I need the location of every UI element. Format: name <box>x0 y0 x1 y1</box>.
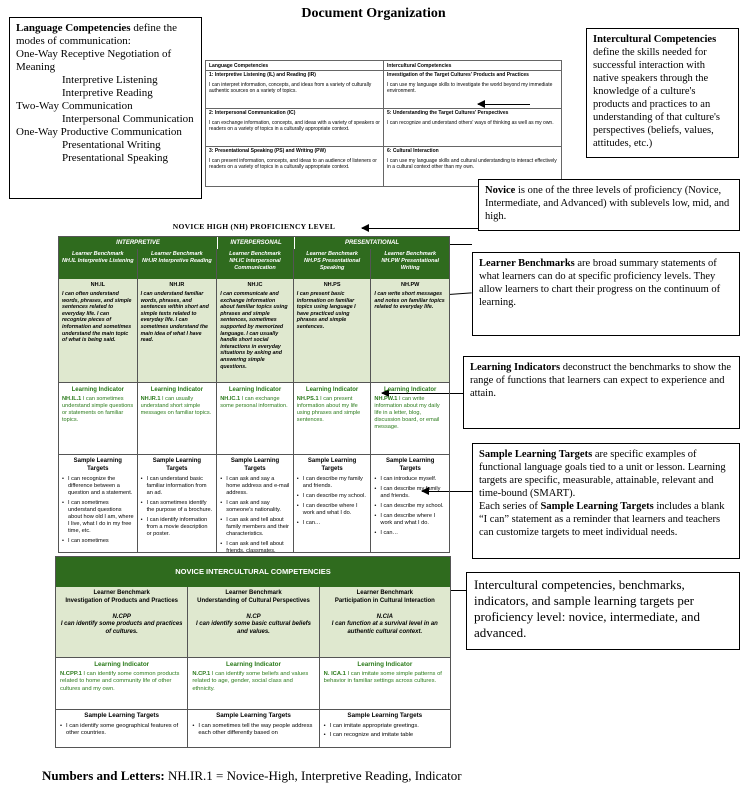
thumb-row-heading: 2: Interpersonal Communication (IC) <box>209 110 296 116</box>
benchmark-subtitle: NH.IL Interpretive Listening <box>61 258 134 264</box>
thumb-row <box>384 109 561 147</box>
callout-definition: is one of the three levels of proficiency (Novice, Intermediate, and Advanced) with sublevels low, mid, and high. <box>485 185 730 222</box>
benchmark-label: Learner Benchmark <box>93 590 150 596</box>
target-item: • I can ask and say a home address and e-mail address. <box>220 476 290 497</box>
benchmark-header <box>371 249 449 279</box>
target-item: • I can ask and say someone's nationality. <box>220 500 290 514</box>
benchmark-label: Learner Benchmark <box>229 251 281 257</box>
indicator-code: NH.IR.1 <box>140 396 163 402</box>
benchmark-code: N.CP <box>246 614 261 620</box>
callout-term: Novice <box>485 185 516 196</box>
mode-presentational: PRESENTATIONAL <box>344 240 400 246</box>
benchmark-body <box>371 279 449 382</box>
indicator-text <box>297 396 368 424</box>
indicator-text <box>324 671 446 686</box>
callout-definition: deconstruct the benchmarks to show the range of functions that learners can expect to experience and attain. <box>470 362 732 399</box>
callout-term: Sample Learning Targets <box>479 449 593 460</box>
numbers-letters-note <box>42 768 462 784</box>
benchmark-subtitle: NH.IC Interpersonal Communication <box>229 258 281 271</box>
benchmark-code: NH.PW <box>401 282 420 288</box>
benchmark-subtitle: Understanding of Cultural Perspectives <box>197 597 310 604</box>
benchmark-body <box>294 279 371 382</box>
benchmark-text: I can identify some basic cultural beliefs and values. <box>195 621 312 635</box>
indicator-label: Learning Indicator <box>305 387 359 393</box>
indicator-statement: I can usually understand short simple messages on familiar topics. <box>140 396 212 416</box>
benchmark-code: NH.PS <box>323 282 341 288</box>
targets-list <box>297 476 368 527</box>
callout-text: includes a blank “I can” statement as a reminder that learners and teachers can customize targets to meet individual needs. <box>479 501 725 538</box>
target-item: • I can ask and tell about friends, classmates, <box>220 541 290 553</box>
benchmark-code: NH.IR <box>169 282 185 288</box>
target-item: • I can recognize the difference between a question and a statement. <box>62 476 134 497</box>
thumb-row-heading: 5: Understanding the Target Cultures' Perspectives <box>387 110 509 116</box>
lang-text: Presentational Speaking <box>62 152 169 164</box>
mode-header-row <box>59 237 449 249</box>
targets-label: Sample Learning Targets <box>216 712 291 719</box>
indicator-cell <box>59 383 138 454</box>
page-title: Document Organization <box>301 6 446 21</box>
target-item: • I can… <box>297 520 368 527</box>
mode-interpretive: INTERPRETIVE <box>59 237 218 249</box>
thumb-row-heading: Investigation of the Target Cultures' Products and Practices <box>387 72 529 78</box>
indicator-label: Learning Indicator <box>94 661 150 668</box>
benchmark-text: I can function at a survival level in an authentic cultural context. <box>331 621 438 635</box>
note-text: NH.IR.1 = Novice-High, Interpretive Reading, Indicator <box>164 768 462 783</box>
lang-text: Interpersonal Communication <box>62 113 194 125</box>
indicator-cell <box>188 658 319 709</box>
benchmark-row <box>56 587 450 657</box>
arrow-icon <box>478 104 530 105</box>
target-item: • I can identify information from a movie description or poster. <box>141 517 214 538</box>
indicator-text <box>192 671 314 693</box>
lang-line <box>16 126 195 139</box>
nh-heading: NOVICE HIGH (NH) PROFICIENCY LEVEL <box>172 222 336 231</box>
benchmark-label: Learner Benchmark <box>71 251 124 257</box>
target-item: • I can describe where I work and what I do. <box>297 503 368 517</box>
benchmark-subtitle: NH.IR Interpretive Reading <box>142 258 212 264</box>
target-item: • I can sometimes understand questions about how old I am, where I live, what I do in my free time, etc. <box>62 500 134 535</box>
benchmark-text: I can identify some products and practices of cultures. <box>60 621 183 635</box>
benchmark-row <box>59 249 449 382</box>
targets-label: Sample Learning Targets <box>84 712 160 719</box>
indicator-code: NH.IC.1 <box>220 396 242 402</box>
indicator-cell <box>320 658 450 709</box>
indicator-statement: I can identify some common products related to home and community life of other cultures and my own. <box>60 671 180 692</box>
lang-text: Interpretive Reading <box>62 87 153 99</box>
targets-list <box>141 476 214 538</box>
indicator-text <box>60 671 183 693</box>
benchmark-text: I can communicate and exchange information about familiar topics using phrases and simple sentences, sometimes supported by memorized language. I can usually handle short social interactions in everyday situations by asking and answering simple questions. <box>220 291 288 370</box>
lang-line <box>16 48 195 74</box>
targets-row <box>59 454 449 553</box>
intercultural-summary-callout <box>466 572 740 650</box>
lang-text: One-Way Productive Communication <box>16 126 182 138</box>
intercultural-competencies-callout <box>586 28 739 158</box>
lang-term: Language Competencies <box>16 22 131 34</box>
intercultural-rows <box>384 71 561 186</box>
benchmark-cell <box>188 587 319 657</box>
indicator-code: N.CPP.1 <box>60 671 84 677</box>
benchmark-cell <box>294 249 372 382</box>
indicator-statement: I can identify some beliefs and values related to age, gender, social class and ethnicity. <box>192 671 309 692</box>
benchmark-code: N.CIA <box>376 614 393 620</box>
benchmark-body <box>138 279 217 382</box>
benchmark-cell <box>320 587 450 657</box>
indicator-statement: I can present information about my life using phrases and simple sentences. <box>296 396 361 423</box>
callout-definition: are specific examples of functional language goals tied to a unit or lesson. Learning targets are specific, measurable, attainable, relevant and time-bound (SMART). <box>479 449 726 499</box>
thumb-row-text: I can use my language skills to investigate the world beyond my immediate environment. <box>387 82 553 94</box>
thumb-row-heading: 6: Cultural Interaction <box>387 148 439 154</box>
benchmark-text: I can present basic information on familiar topics using language I have practiced using phrases and simple sentences. <box>296 291 356 330</box>
targets-cell <box>217 455 294 553</box>
indicator-code: NH.PS.1 <box>296 396 321 402</box>
lang-line <box>16 87 195 100</box>
thumb-row-heading: 1: Interpretive Listening (IL) and Reading (IR) <box>209 72 316 78</box>
target-item: • I can understand basic familiar information from an ad. <box>141 476 214 497</box>
benchmark-cell <box>56 587 188 657</box>
target-item: • I can identify some geographical features of other countries. <box>60 723 183 738</box>
benchmark-cell <box>59 249 138 382</box>
indicator-cell <box>138 383 218 454</box>
lang-line <box>16 113 195 126</box>
language-rows <box>206 71 384 186</box>
targets-cell <box>371 455 449 553</box>
indicator-code: N. ICA.1 <box>323 671 348 677</box>
indicator-statement: I can exchange some personal information. <box>220 396 288 409</box>
thumb-row-text: I can recognize and understand others' ways of thinking as well as my own. <box>387 120 554 126</box>
benchmark-label: Learner Benchmark <box>306 251 358 257</box>
target-item: • I can… <box>374 530 446 537</box>
novice-high-table <box>58 236 450 553</box>
targets-label: Sample Learning Targets <box>230 458 280 472</box>
indicator-text <box>374 396 446 431</box>
sample-learning-targets-callout <box>472 443 740 559</box>
thumb-row-text: I can exchange information, concepts, and ideas with a variety of speakers or readers on a variety of topics in a culturally appropriate context. <box>209 120 380 132</box>
indicator-statement: I can sometimes understand simple questions or statements on familiar topics. <box>62 396 134 423</box>
thumb-row-heading: 3: Presentational Speaking (PS) and Writing (PW) <box>209 148 326 154</box>
benchmark-cell <box>217 249 294 382</box>
thumb-row-text: I can present information, concepts, and ideas to an audience of listeners or readers on a variety of topics in a culturally appropriate context. <box>209 158 377 170</box>
targets-label: Sample Learning Targets <box>347 712 423 719</box>
callout-term: Learner Benchmarks <box>479 258 575 269</box>
callout-definition: are broad summary statements of what learners can do at specific proficiency levels. They allow learners to chart their progress on the continuum of learning. <box>479 258 721 308</box>
target-item: • I can describe my school. <box>374 503 446 510</box>
note-label: Numbers and Letters: <box>42 768 165 783</box>
targets-label: Sample Learning Targets <box>152 458 202 472</box>
target-item: • I can imitate appropriate greetings. <box>324 723 446 730</box>
lang-line <box>16 100 195 113</box>
indicator-label: Learning Indicator <box>71 387 124 393</box>
targets-list <box>60 723 183 738</box>
thumb-row <box>206 147 383 185</box>
indicator-label: Learning Indicator <box>228 387 282 393</box>
indicator-label: Learning Indicator <box>150 387 204 393</box>
indicator-code: NH.PW.1 <box>374 396 399 402</box>
targets-cell <box>56 710 188 748</box>
novice-callout <box>478 179 740 231</box>
thumb-row <box>206 109 383 147</box>
targets-list <box>192 723 314 738</box>
benchmark-subtitle: NH.PW Presentational Writing <box>381 258 440 271</box>
thumb-row <box>206 71 383 109</box>
callout-term: Learning Indicators <box>470 362 561 373</box>
lang-text: Presentational Writing <box>62 139 161 151</box>
indicator-text <box>62 396 134 424</box>
benchmark-text: I can often understand words, phrases, and simple sentences related to everyday life. I can recognize pieces of information and sometimes understand the main topic of what is being said. <box>62 291 132 344</box>
benchmark-header <box>138 249 217 279</box>
benchmark-subtitle: NH.PS Presentational Speaking <box>303 258 361 271</box>
targets-cell <box>294 455 372 553</box>
nic-heading: NOVICE INTERCULTURAL COMPETENCIES <box>56 557 450 587</box>
indicator-label: Learning Indicator <box>226 661 281 668</box>
callout-definition: define the skills needed for successful interaction with native speakers through the knowledge of a culture's products and practices to an understanding of that culture's perspectives (beliefs, values, attitudes, etc.) <box>593 47 720 149</box>
targets-label: Sample Learning Targets <box>307 458 357 472</box>
indicator-label: Learning Indicator <box>357 661 413 668</box>
indicator-cell <box>217 383 294 454</box>
benchmark-header <box>59 249 137 279</box>
benchmark-label: Learner Benchmark <box>384 251 437 257</box>
benchmark-code: N.CPP <box>112 614 131 620</box>
benchmark-subtitle: Participation in Cultural Interaction <box>334 597 435 604</box>
benchmark-body <box>59 279 137 382</box>
benchmark-text: I can understand familiar words, phrases, and sentences within short and simple texts related to everyday life. I can sometimes understand the main idea of what I have read. <box>140 291 209 344</box>
benchmark-text: I can write short messages and notes on familiar topics related to everyday life. <box>374 291 445 311</box>
lang-line <box>16 139 195 152</box>
indicator-code: N.CP.1 <box>192 671 212 677</box>
indicator-code: NH.IL.1 <box>62 396 83 402</box>
indicator-cell <box>294 383 372 454</box>
table-header-language: Language Competencies <box>206 61 384 70</box>
indicator-statement: I can write information about my daily life in a letter, blog, discussion board, or email message. <box>374 396 440 430</box>
target-item: • I can recognize and imitate table <box>324 732 446 739</box>
targets-list <box>374 476 446 537</box>
target-item: • I can sometimes identify the purpose of a brochure. <box>141 500 214 514</box>
targets-cell <box>138 455 218 553</box>
benchmark-label: Learner Benchmark <box>356 590 413 596</box>
indicator-statement: I can imitate some simple patterns of behavior in familiar settings across cultures. <box>323 671 442 685</box>
targets-label: Sample Learning Targets <box>73 458 122 472</box>
callout-term: Sample Learning Targets <box>540 501 654 512</box>
lang-text: Two-Way Communication <box>16 100 133 112</box>
lang-text: Interpretive Listening <box>62 74 158 86</box>
targets-list <box>62 476 134 545</box>
targets-label: Sample Learning Targets <box>386 458 435 472</box>
target-item: • I can describe my school. <box>297 493 368 500</box>
targets-cell <box>59 455 138 553</box>
thumb-row-text: I can interpret information, concepts, and ideas from a variety of culturally authentic sources on a variety of topics. <box>209 82 372 94</box>
callout-text: Intercultural competencies, benchmarks, indicators, and sample learning targets per proficiency level: novice, intermediate, and advanced. <box>474 577 700 640</box>
benchmark-header <box>217 249 293 279</box>
lang-text: define the modes of communication: <box>16 22 178 47</box>
table-header-intercultural: Intercultural Competencies <box>387 63 452 69</box>
lang-text: One-Way Receptive Negotiation of Meaning <box>16 48 172 73</box>
target-item: • I can ask and tell about family members and their characteristics. <box>220 517 290 538</box>
lang-line <box>16 22 195 48</box>
indicator-row <box>59 382 449 454</box>
targets-list <box>324 723 446 740</box>
indicator-cell <box>371 383 449 454</box>
learning-indicators-callout <box>463 356 740 429</box>
benchmark-code: NH.IL <box>90 282 105 288</box>
targets-cell <box>320 710 450 748</box>
benchmark-label: Learner Benchmark <box>225 590 282 596</box>
mode-interpersonal: INTERPERSONAL <box>218 237 295 249</box>
indicator-row <box>56 657 450 709</box>
lang-line <box>16 152 195 165</box>
target-item: • I can sometimes tell the way people address each other differently based on <box>192 723 314 738</box>
indicator-label: Learning Indicator <box>384 387 437 393</box>
target-item: • I can sometimes <box>62 538 134 545</box>
benchmark-body <box>217 279 293 382</box>
novice-intercultural-table <box>55 556 451 748</box>
thumb-row <box>384 71 561 109</box>
benchmark-cell <box>138 249 218 382</box>
callout-term: Intercultural Competencies <box>593 34 717 45</box>
benchmark-code: NH.IC <box>247 282 263 288</box>
target-item: • I can describe my family and friends. <box>297 476 368 490</box>
indicator-cell <box>56 658 188 709</box>
competencies-table-thumbnail <box>205 60 562 187</box>
indicator-text <box>141 396 214 417</box>
callout-text: Each series of <box>479 501 541 512</box>
thumb-row-text: I can use my language skills and cultural understanding to interact effectively in a cultural context other than my own. <box>387 158 557 170</box>
indicator-text <box>220 396 290 410</box>
targets-row <box>56 709 450 748</box>
benchmark-header <box>294 249 371 279</box>
lang-line <box>16 74 195 87</box>
benchmark-label: Learner Benchmark <box>151 251 203 257</box>
targets-cell <box>188 710 319 748</box>
targets-list <box>220 476 290 553</box>
benchmark-cell <box>371 249 449 382</box>
target-item: • I can describe my family and friends. <box>374 486 446 500</box>
benchmark-subtitle: Investigation of Products and Practices <box>65 597 179 604</box>
target-item: • I can introduce myself. <box>374 476 446 483</box>
learner-benchmarks-callout <box>472 252 740 336</box>
target-item: • I can describe where I work and what I do. <box>374 513 446 527</box>
language-competencies-callout <box>9 17 202 199</box>
